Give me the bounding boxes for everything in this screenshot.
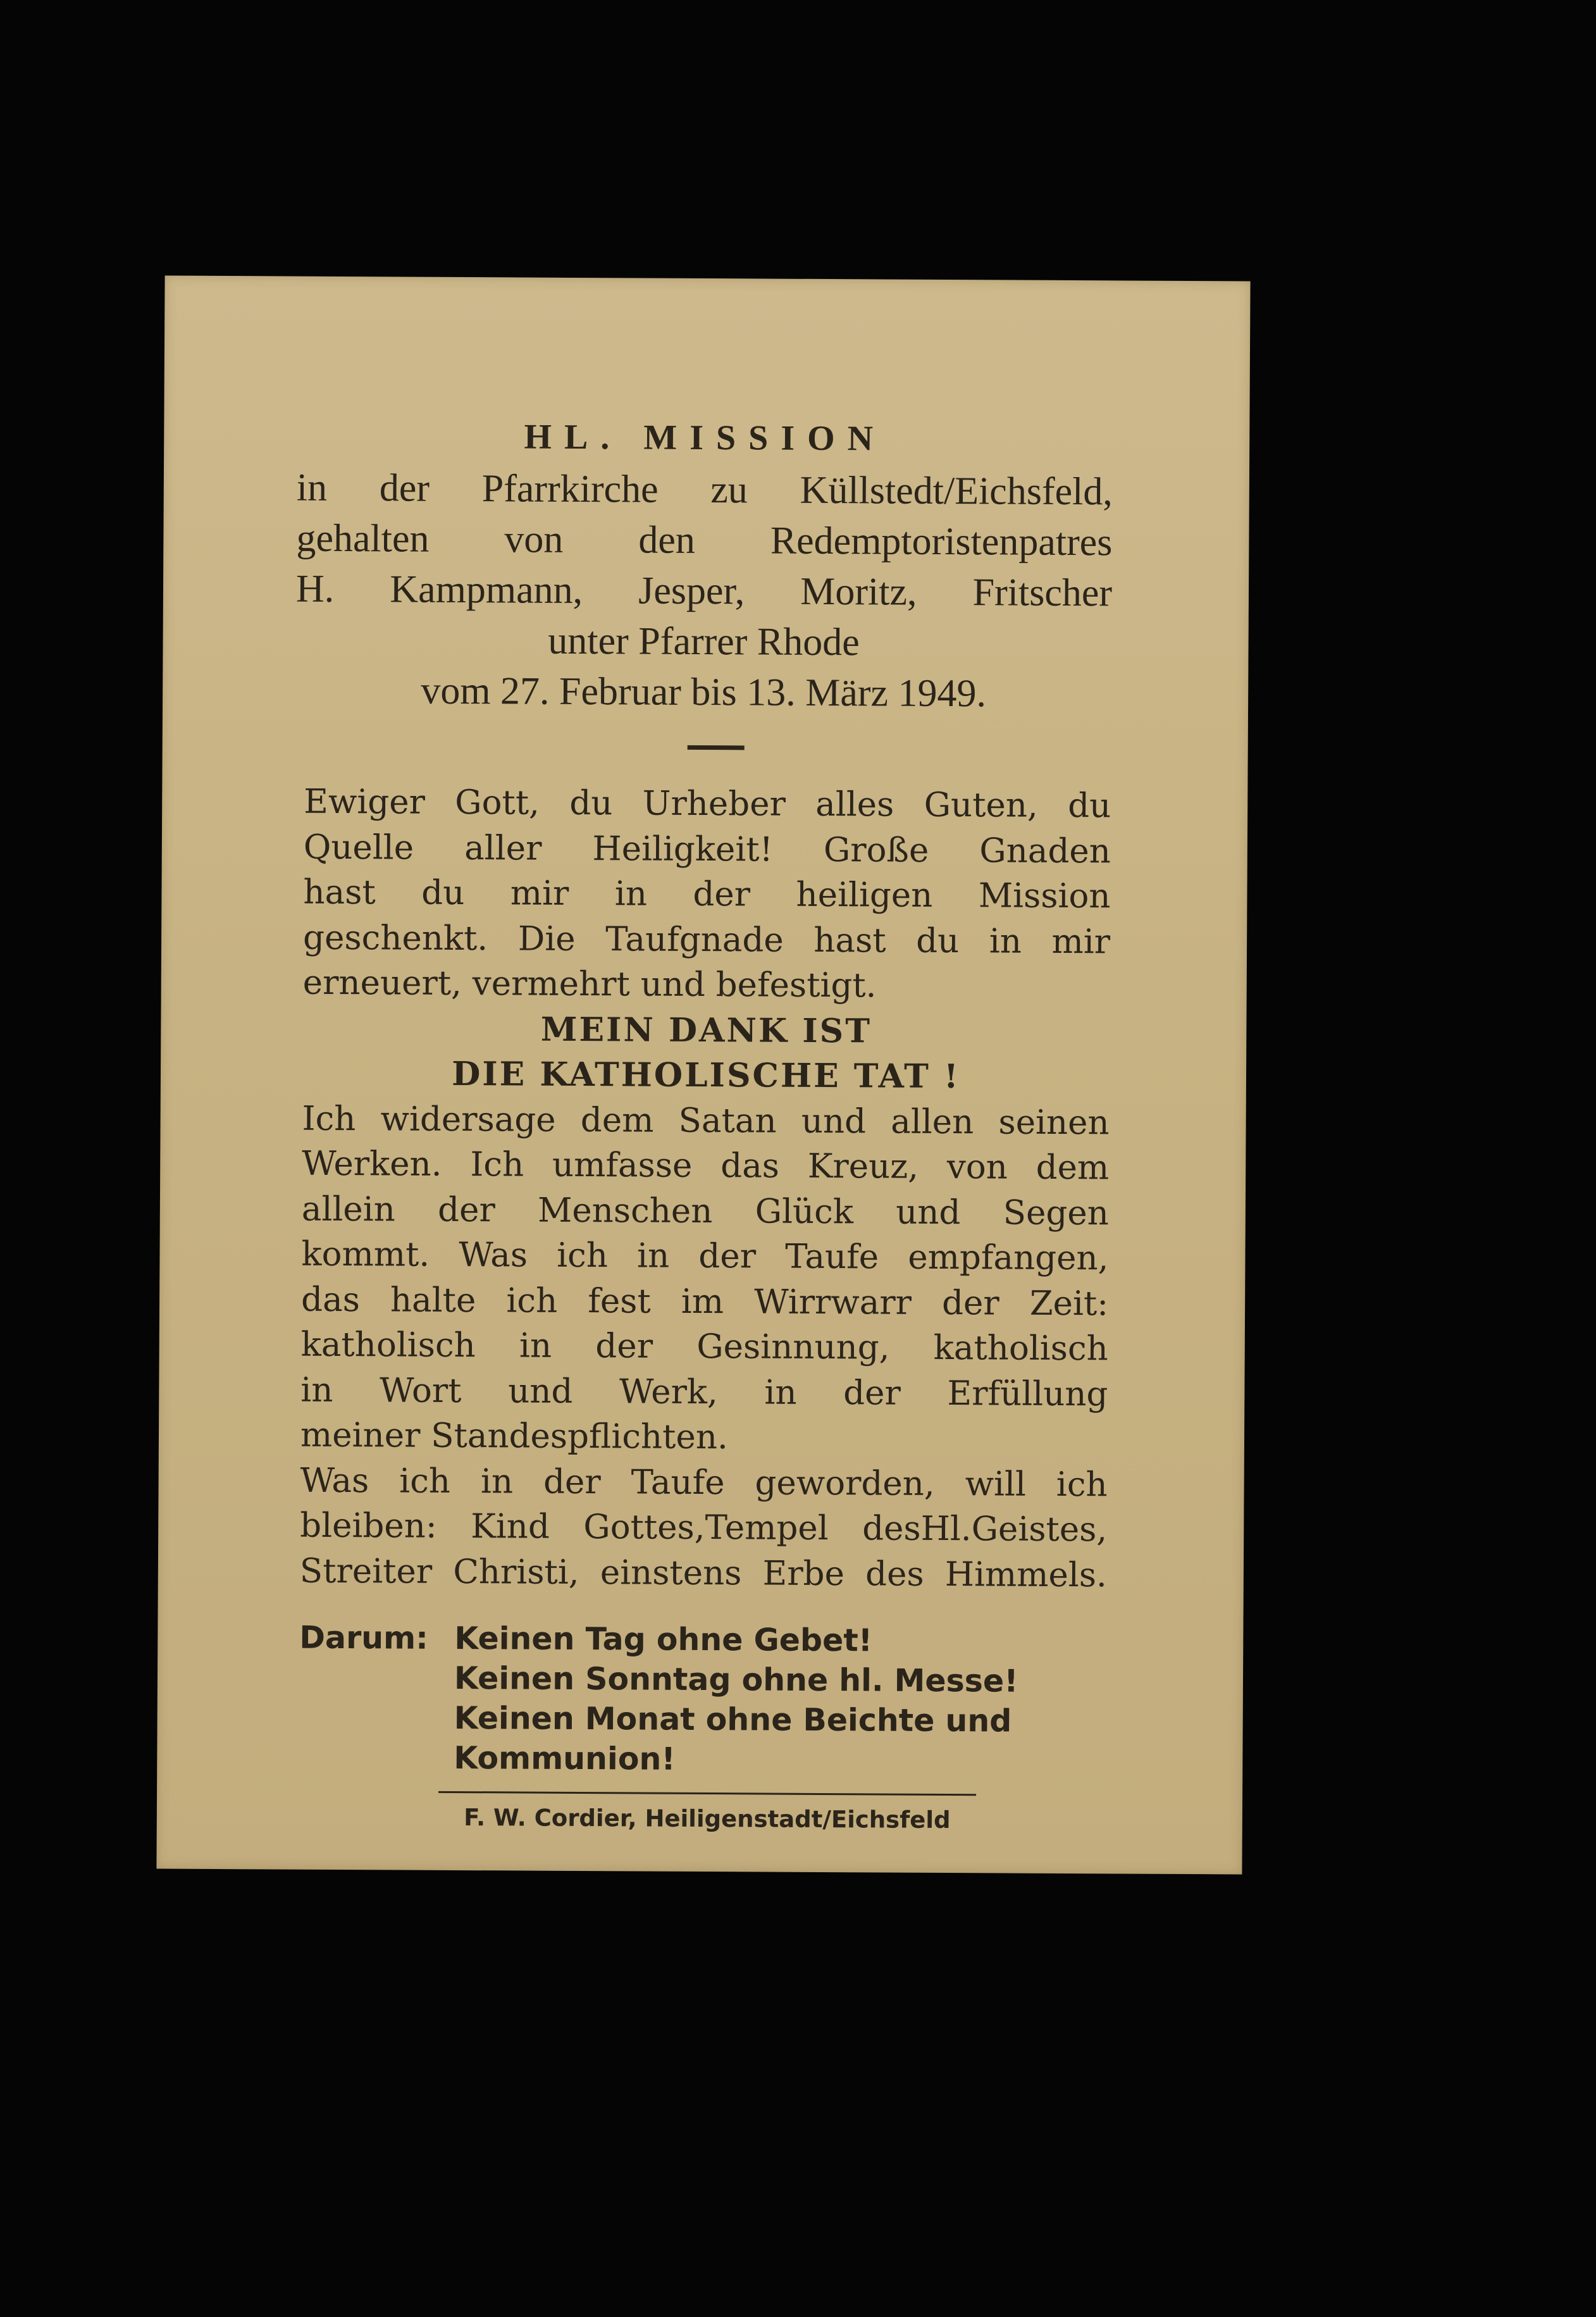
resolutions <box>299 1618 1122 1782</box>
prayer-line: hast du mir in der heiligen Mission <box>303 873 1111 916</box>
vow-line: in Wort und Werk, in der Erfüllung <box>300 1370 1108 1413</box>
header-line: H. Kampmann, Jesper, Moritz, Fritscher <box>295 567 1113 615</box>
header-line: vom 27. Februar bis 13. März 1949. <box>421 669 987 716</box>
header-line: unter Pfarrer Rhode <box>548 619 860 664</box>
mission-card <box>156 276 1250 1875</box>
vow-line: das halte ich fest im Wirrwarr der Zeit: <box>300 1280 1109 1323</box>
vow-line: Werken. Ich umfasse das Kreuz, von dem <box>302 1144 1110 1188</box>
separator-dash <box>688 745 745 750</box>
prayer-line: Quelle aller Heiligkeit! Große Gnaden <box>303 828 1111 871</box>
resolutions-label: Darum: <box>299 1619 428 1656</box>
prayer-heading: DIE KATHOLISCHE TAT ! <box>452 1054 960 1096</box>
resolution-line: Kommunion! <box>454 1739 676 1777</box>
imprint-rule <box>438 1791 976 1796</box>
prayer-heading: MEIN DANK IST <box>540 1010 872 1050</box>
resolution-line: Keinen Sonntag ohne hl. Messe! <box>454 1660 1018 1699</box>
resolution-line: Keinen Tag ohne Gebet! <box>454 1620 873 1659</box>
vow-line: katholisch in der Gesinnung, katholisch <box>300 1325 1108 1369</box>
closing-line: bleiben: Kind Gottes,Tempel desHl.Geistes, <box>300 1506 1108 1550</box>
vow-line: meiner Standespflichten. <box>300 1415 728 1457</box>
resolution-line: Keinen Monat ohne Beichte und <box>454 1699 1012 1739</box>
prayer-line: Ewiger Gott, du Urheber alles Guten, du <box>304 782 1111 826</box>
header-line: gehalten von den Redemptoristenpatres <box>296 516 1113 564</box>
prayer-line: geschenkt. Die Taufgnade hast du in mir <box>302 918 1111 961</box>
vow-line: kommt. Was ich in der Taufe empfangen, <box>301 1234 1109 1278</box>
mission-header <box>295 409 1113 720</box>
prayer-line: erneuert, vermehrt und befestigt. <box>302 963 877 1005</box>
card-title: HL. MISSION <box>524 417 886 459</box>
header-line: in der Pfarrkirche zu Küllstedt/Eichsfeld, <box>296 466 1113 514</box>
prayer-text <box>300 780 1111 1598</box>
vow-line: Ich widersage dem Satan und allen seinen <box>302 1099 1110 1142</box>
closing-line: Was ich in der Taufe geworden, will ich <box>300 1461 1108 1504</box>
vow-line: allein der Menschen Glück und Segen <box>301 1190 1110 1233</box>
closing-line: Streiter Christi, einstens Erbe des Himmels. <box>299 1551 1108 1594</box>
printer-imprint: F. W. Cordier, Heiligenstadt/Eichsfeld <box>464 1804 951 1834</box>
